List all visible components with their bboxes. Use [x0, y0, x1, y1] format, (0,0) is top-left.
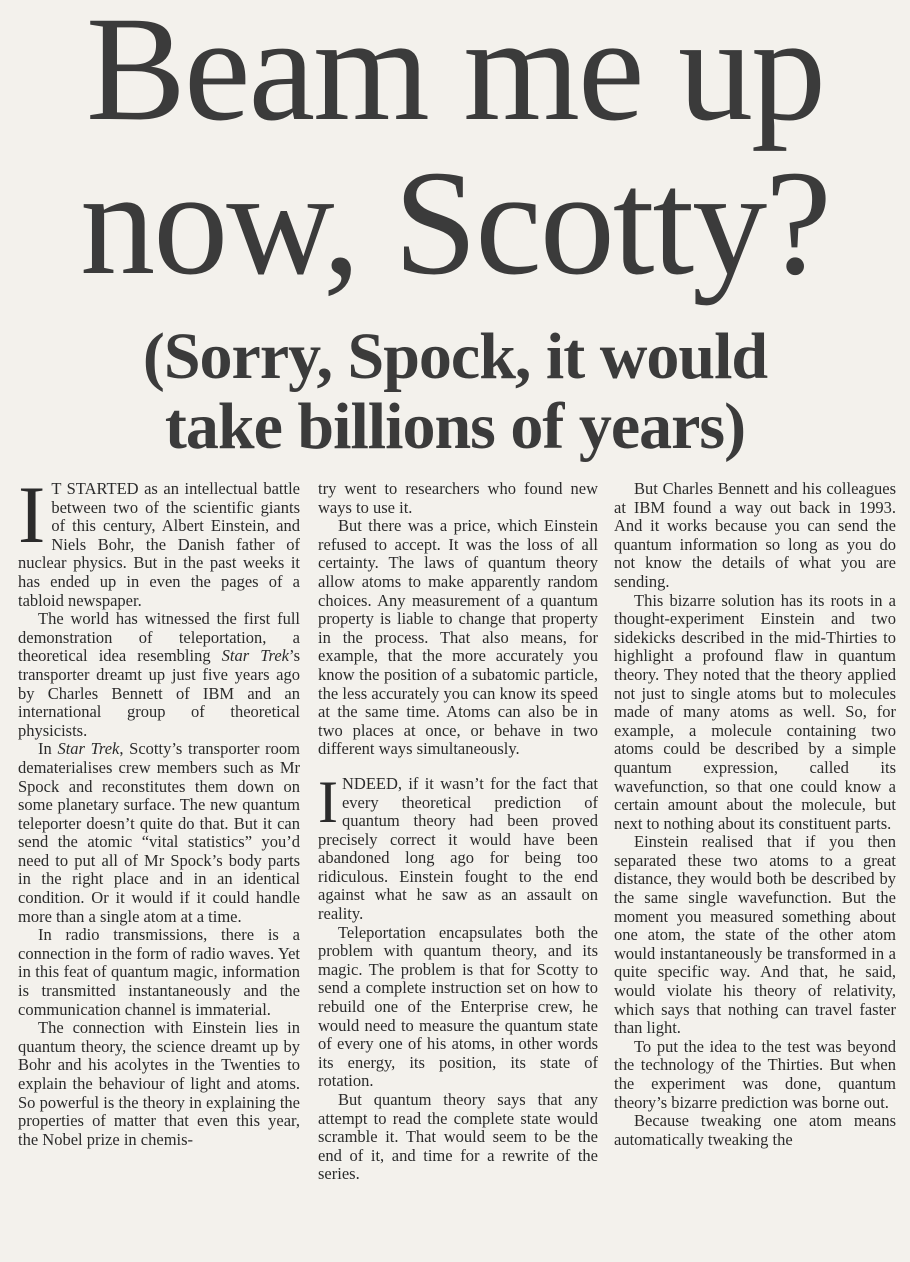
- subheadline-line-2: take billions of years): [164, 390, 746, 463]
- drop-cap: I: [318, 768, 338, 835]
- paragraph: try went to researchers who found new ways to use it.: [318, 480, 598, 517]
- paragraph: [318, 768, 598, 924]
- paragraph: [18, 610, 300, 740]
- paragraph-text: In: [38, 739, 58, 759]
- section-gap: [318, 759, 598, 775]
- drop-cap: I: [18, 480, 46, 560]
- paragraph-text: The world has witnessed the first full demonstration of teleportation, a theoretical idea resembling: [18, 609, 300, 666]
- italic-title: Star Trek: [57, 739, 120, 759]
- paragraph-text: T STARTED as an intellectual battle between two of the scientific giants of this century, Albert Einstein, and Niels Bohr, the Danish father of nuclear physics. But in the past weeks it has ended up in even the pages of a tabloid newspaper.: [18, 480, 300, 610]
- paragraph-text: , Scotty’s transporter room dematerialises crew members such as Mr Spock and reconstitutes them down on some planetary surface. The new quantum teleporter doesn’t quite do that. But it can send the atomic “vital statistics” you’d need to put all of Mr Spock’s body parts in the right place and in an identical condition. Or it would if it could handle more than a single atom at a time.: [18, 739, 300, 926]
- headline-line-1: Beam me up: [85, 0, 825, 152]
- italic-title: Star Trek: [221, 646, 289, 666]
- article-column-1: [18, 480, 300, 1250]
- paragraph: Because tweaking one atom means automatically tweaking the: [614, 1111, 896, 1149]
- paragraph: In radio transmissions, there is a connection in the form of radio waves. Yet in this feat of quantum magic, information is transmitted instantaneously and the communication channel is immaterial.: [18, 925, 300, 1019]
- paragraph: But quantum theory says that any attempt to read the complete state would scramble it. That would seem to be the end of it, and time for a rewrite of the series.: [318, 1090, 598, 1184]
- paragraph: But there was a price, which Einstein refused to accept. It was the loss of all certainty. The laws of quantum theory allow atoms to make apparently random choices. Any measurement of a quantum property is liable to change that property in the process. That also means, for example, that the more accurately you know the position of a subatomic particle, the less accurately you can know its speed at the same time. Atoms can also be in two places at once, or behave in two different ways simultaneously.: [318, 516, 598, 759]
- paragraph: Teleportation encapsulates both the problem with quantum theory, and its magic. The problem is that for Scotty to send a complete instruction set on how to rebuild one of the Enterprise crew, he would need to measure the quantum state of every one of his atoms, in other words its energy, its position, its state of rotation.: [318, 922, 598, 1091]
- headline-line-2: now, Scotty?: [80, 140, 830, 306]
- paragraph: The connection with Einstein lies in quantum theory, the science dreamt up by Bohr and his acolytes in the Twenties to explain the behaviour of light and atoms. So powerful is the theory in explaining the properties of matter that even this year, the Nobel prize in chemis-: [18, 1018, 300, 1149]
- paragraph: [18, 480, 300, 610]
- paragraph: This bizarre solution has its roots in a thought-experiment Einstein and two sidekicks described in the mid-Thirties to highlight a profound flaw in quantum theory. They noted that the theory applied not just to single atoms but to molecules made of many atoms as well. So, for example, a molecule containing two atoms could be described by a simple quantum expression, called its wavefunction, so that one could know a certain amount about the molecule, but next to nothing about its constituent parts.: [614, 590, 896, 833]
- paragraph: To put the idea to the test was beyond the technology of the Thirties. But when the experiment was done, quantum theory’s bizarre prediction was borne out.: [614, 1036, 896, 1112]
- paragraph-text: NDEED, if it wasn’t for the fact that every theoretical prediction of quantum theory had been proved precisely correct it would have been abandoned long ago for being too ridiculous. Einstein fought to the end against what he saw as an assault on reality.: [318, 773, 598, 924]
- paragraph: But Charles Bennett and his colleagues at IBM found a way out back in 1993. And it works because you can send the quantum information so long as you do not know the details of what you are sending.: [614, 480, 896, 591]
- article-column-2: [318, 480, 598, 1250]
- paragraph-text: ’s transporter dreamt up just five years ago by Charles Bennett of IBM and an international group of theoretical physicists.: [18, 646, 300, 740]
- subheadline-line-1: (Sorry, Spock, it would: [142, 320, 768, 393]
- paragraph: [18, 740, 300, 926]
- article-column-3: [614, 480, 896, 1250]
- paragraph: Einstein realised that if you then separated these two atoms to a great distance, they would both be described by the same single wavefunction. But the moment you measured something about one atom, the state of the other atom would instantaneously be transformed in a quite specific way. And that, he said, would violate his theory of relativity, which says that nothing can travel faster than light.: [614, 832, 896, 1038]
